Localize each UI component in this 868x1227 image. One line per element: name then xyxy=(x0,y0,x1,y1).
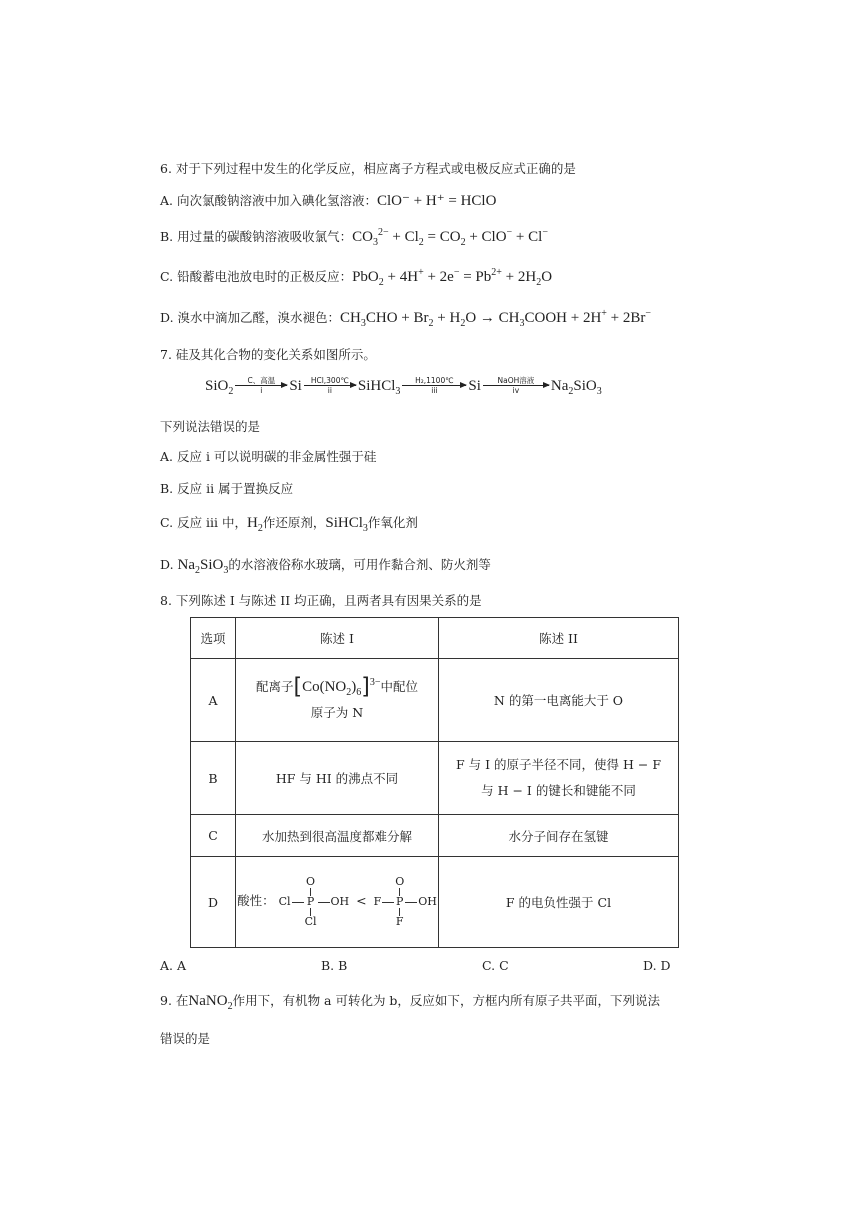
q8-answer-d: D. D xyxy=(643,958,671,973)
si-formula-1: Si xyxy=(289,377,302,394)
q8-answer-c: C. C xyxy=(482,958,509,973)
table-header-row xyxy=(191,618,679,659)
q6-option-d: D. 溴水中滴加乙醛，溴水褪色：$CH_3CHO + Br_2 + H_2O$ → $CH_3COOH + 2H^+ + 2Br^-$ xyxy=(160,308,652,329)
arrow-i: C、高温 i xyxy=(235,376,287,395)
header-statement-1: 陈述 I xyxy=(236,618,439,659)
na2sio3-formula: $Na_2SiO_3$ xyxy=(550,377,602,397)
sihcl3-formula: SiHCl$_3$ xyxy=(357,377,401,397)
q6-a-equation: ClO⁻ + H⁺ = HClO xyxy=(376,193,497,209)
q6-stem: 6. 对于下列过程中发生的化学反应，相应离子方程式或电极反应式正确的是 xyxy=(160,161,576,176)
si-formula-2: Si xyxy=(468,377,481,394)
q8-answer-b: B. B xyxy=(321,958,348,973)
q7-option-b: B. 反应 ii 属于置换反应 xyxy=(160,481,294,496)
f-phosphoric-structure: F O P F OH xyxy=(373,875,437,928)
q7-option-d: D. $Na_2SiO_3$的水溶液俗称水玻璃，可用作黏合剂、防火剂等 xyxy=(160,557,491,576)
q8-table xyxy=(190,617,679,948)
q8-stem: 8. 下列陈述 I 与陈述 II 均正确，且两者具有因果关系的是 xyxy=(160,593,482,608)
q6-option-a: A. 向次氯酸钠溶液中加入碘化氢溶液：ClO⁻ + H⁺ = HClO xyxy=(160,193,497,209)
header-option: 选项 xyxy=(191,618,236,659)
q6-option-c: C. 铅酸蓄电池放电时的正极反应：$PbO_2 + 4H^+ + 2e^- = Pb^{2+} + 2H_2O$ xyxy=(160,267,553,288)
table-row: B HF 与 HI 的沸点不同 F 与 I 的原子半径不同，使得 H − F 与 H − I 的键长和键能不同 xyxy=(191,742,679,815)
arrow-iii: H₂,1100℃ iii xyxy=(402,376,466,395)
arrow-ii: HCl,300℃ ii xyxy=(304,376,356,395)
q6-option-b: B. 用过量的碳酸钠溶液吸收氯气：$CO_3^{2-} + Cl_2 = CO_2 + ClO^- + Cl^-$ xyxy=(160,227,548,248)
q6-d-equation: $CH_3CHO + Br_2 + H_2O$ → $CH_3COOH + 2H^+ + 2Br^-$ xyxy=(340,308,652,329)
table-row: A 配离子$[Co(NO_2)_6]^{3-}$中配位 原子为 N N 的第一电离能大于 O xyxy=(191,659,679,742)
sio2-formula: SiO$_2$ xyxy=(205,377,234,397)
header-statement-2: 陈述 II xyxy=(439,618,679,659)
q7-option-c: C. 反应 iii 中，$H_2$作还原剂，SiHCl$_3$作氧化剂 xyxy=(160,515,418,534)
table-row: D 酸性： Cl O P Cl OH < F O P F OH F 的电负性强于 Cl xyxy=(191,857,679,948)
arrow-iv: NaOH溶液 iv xyxy=(483,376,549,395)
q6-b-equation: $CO_3^{2-} + Cl_2 = CO_2 + ClO^- + Cl^-$ xyxy=(352,227,548,248)
q7-stem: 7. 硅及其化合物的变化关系如图所示。 xyxy=(160,347,376,362)
table-row: C 水加热到很高温度都难分解 水分子间存在氢键 xyxy=(191,815,679,857)
cl-phosphoric-structure: Cl O P Cl OH xyxy=(278,875,350,928)
q7-reaction-scheme xyxy=(205,376,602,395)
q7-prompt: 下列说法错误的是 xyxy=(160,419,261,434)
q6-c-equation: $PbO_2 + 4H^+ + 2e^- = Pb^{2+} + 2H_2O$ xyxy=(352,267,553,288)
q8-answer-a: A. A xyxy=(160,958,187,973)
q9-line-1: 9. 在NaNO$_2$作用下，有机物 a 可转化为 b，反应如下，方框内所有原子共平面，下列说法 xyxy=(160,993,660,1012)
q7-option-a: A. 反应 i 可以说明碳的非金属性强于硅 xyxy=(160,449,377,464)
q9-line-2: 错误的是 xyxy=(160,1031,211,1046)
